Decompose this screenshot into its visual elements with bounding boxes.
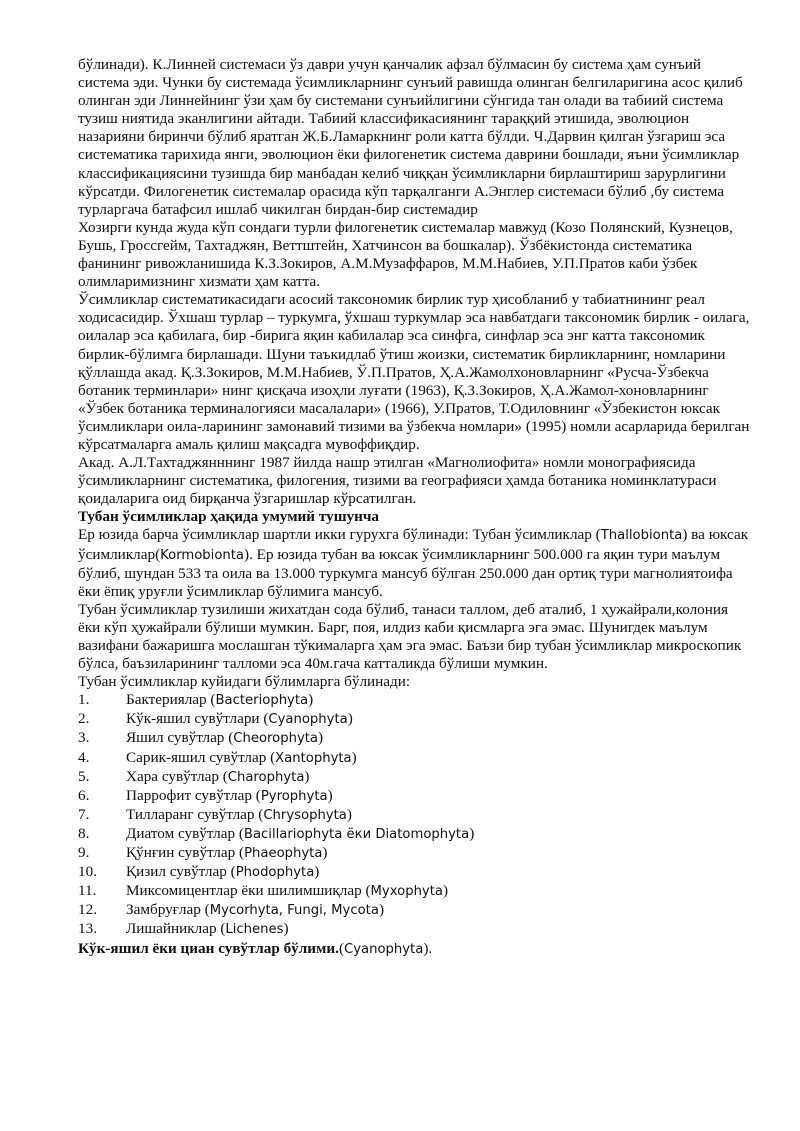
list-item-text: [126, 691, 750, 710]
list-item: [78, 710, 750, 729]
latin-term: Myxophyta: [370, 884, 443, 900]
latin-term: Phodophyta: [235, 865, 315, 881]
text-segment: ): [378, 901, 384, 919]
latin-term: Kormobionta: [160, 547, 245, 563]
list-item-text: [126, 901, 750, 920]
division-name: Сарик-яшил сувўтлар (: [126, 748, 276, 766]
latin-term: Bacteriophyta: [215, 693, 309, 709]
list-item-text: [126, 844, 750, 863]
text-segment: (: [338, 939, 344, 957]
list-item: [78, 749, 750, 768]
list-item: [78, 806, 750, 825]
division-name: Хара сувўтлар (: [126, 767, 228, 785]
list-item: [78, 901, 750, 920]
division-name: Тиллаpанг сувўтлар (: [126, 805, 264, 823]
division-name: Паррофит сувўтлар (: [126, 786, 261, 804]
latin-term: Lichenes: [225, 922, 284, 938]
text-segment: ): [322, 844, 328, 862]
latin-term: Charophyta: [227, 769, 305, 785]
list-item: [78, 882, 750, 901]
list-item: [78, 844, 750, 863]
paragraph-linnaeus: бўлинади). К.Линней системаси ўз даври учун қанчалик афзал бўлмасин бу система ҳам сунъий система эди. Чунки бу системада ўсимликларнинг сунъий равишда олинган белгиларигина асос қилиб олинган эди Линнейнинг ўзи ҳам бу системани сунъийлигини сўнгида тан олади ва табиий система тузиш ниятида эканлигини айтади. Табиий классификасиянинг тараққий этишида, эволюцион назарияни биринчи бўлиб яратган Ж.Б.Ламаркнинг роли катта бўлди. Ч.Дарвин қилган ўзгариш эса систематика тарихида янги, эволюцион ёки филогенетик система даврини бошлади, яъни ўсимликлар классификациясини тузишда бир манбадан келиб чиққан ўсимликларни бирлаштириш зарурлигини кўрсатди. Филогенетик системалар орасида кўп тарқалганги А.Энглер системаси бўлиб ,бу система турларгача батафсил ишлаб чикилган бирдан-бир системадир: [78, 56, 743, 218]
text-segment: ): [346, 805, 352, 823]
text-segment: ): [351, 748, 357, 766]
list-item: [78, 768, 750, 787]
text-segment: ). Ер юзида тубан ва юксак ўсимликларнинг 500.000 га яқин тури маълум бўлиб, шундан 533 та оила ва 13.000 туркумга мансуб бўлган 250.000 дан ортиқ тури магнолиятоифа ёки ёпиқ уруғли ўсимликлар бўлимига мансуб.: [78, 545, 733, 600]
list-item: [78, 729, 750, 748]
latin-term: Thallobionta: [600, 528, 683, 544]
text-segment: ) ва юксак ўсимликлар(: [78, 526, 749, 563]
text-segment: ): [442, 882, 449, 900]
paragraph-phylogenetic-systems: Хозирги кунда жуда кўп сондаги турли филогенетик системалар мавжуд (Козо Полянский, Кузнецов, Бушь, Гроссгейм, Тахтаджян, Веттштейн, Хатчинсон ва бошкалар). Ўзбёкистонда систематика фанининг ривожланишида К.З.Зокиров, А.М.Музаффаров, М.М.Набиев, У.П.Пратов каби ўзбек олимларимизнинг хизмати ҳам катта.: [78, 218, 733, 291]
division-name: Диатом сувўтлар (: [126, 824, 244, 842]
list-item-number: 1.: [78, 691, 90, 709]
list-item-text: [126, 825, 750, 844]
list-item-number: 5.: [78, 767, 90, 785]
division-name: Яшил сувўтлар (: [126, 729, 234, 747]
list-item-number: 9.: [78, 844, 90, 862]
division-name: Миксомицентлар ёки шилимшиқлар (: [126, 882, 371, 900]
list-item-number: 4.: [78, 748, 90, 766]
latin-term: Phaeophyta: [244, 846, 323, 862]
list-item-number: 10.: [78, 863, 97, 881]
list-item: [78, 691, 750, 710]
latin-term: Cyanophyta: [268, 712, 348, 728]
paragraph-takhtajan: Акад. А.Л.Тахтаджянннинг 1987 йилда нашр этилган «Магнолиофита» номли монографиясида ўсимликларнинг систематика, филогения, тизими ва географияси ҳамда ботаника номинклатураси қоидаларига оид бирқанча ўзгаришлар кўрсатилган.: [78, 454, 717, 508]
list-item: [78, 825, 750, 844]
list-intro: Тубан ўсимликлар куйидаги бўлимларга бўлинади:: [78, 673, 411, 691]
text-segment: ): [469, 824, 475, 842]
document-page: [78, 56, 750, 959]
division-name: Қизил сувўтлар (: [126, 863, 236, 881]
text-segment: ): [318, 729, 324, 747]
latin-term: Cheorophyta: [233, 731, 318, 747]
text-segment: ).: [423, 939, 433, 957]
text-segment: Ер юзида барча ўсимликлар шартли икки гурухга бўлинади: Тубан ўсимликлар (: [78, 526, 601, 544]
list-item-number: 11.: [78, 882, 97, 900]
latin-term: Cyanophyta: [344, 941, 424, 957]
text-segment: ): [327, 786, 333, 804]
closing-bold-title: Кўк-яшил ёки циан сувўтлар бўлими.: [78, 939, 339, 957]
list-item-number: 7.: [78, 805, 90, 823]
text-segment: ): [347, 710, 353, 728]
list-item-text: [126, 729, 750, 748]
latin-term: Xantophyta: [275, 750, 352, 766]
division-name: Замбруғлар (: [126, 901, 210, 919]
list-item-text: [126, 710, 750, 729]
text-segment: ): [308, 691, 314, 709]
list-item-text: [126, 806, 750, 825]
list-item-number: 13.: [78, 920, 97, 938]
latin-term: Chrysophyta: [263, 807, 347, 823]
list-item-number: 12.: [78, 901, 97, 919]
list-item-text: [126, 787, 750, 806]
division-name: Кўк-яшил сувўтлари (: [126, 710, 269, 728]
list-item-number: 3.: [78, 729, 90, 747]
list-item-number: 2.: [78, 710, 90, 728]
list-item-text: [126, 749, 750, 768]
list-item-number: 6.: [78, 786, 90, 804]
list-item-number: 8.: [78, 824, 90, 842]
division-name: Бактериялар (: [126, 691, 216, 709]
closing-line: [78, 940, 750, 959]
latin-term: Pyrophyta: [260, 788, 328, 804]
text-segment: ): [314, 863, 320, 881]
division-name: Лишайниклар (: [126, 920, 226, 938]
list-item-text: [126, 863, 750, 882]
divisions-list: [78, 691, 750, 939]
division-name: Қўнғин сувўтлар (: [126, 844, 245, 862]
text-segment: ): [304, 767, 310, 785]
list-item: [78, 863, 750, 882]
latin-term: Mycorhyta, Fungi, Mycota: [209, 903, 379, 919]
list-item-text: [126, 768, 750, 787]
list-item-text: [126, 920, 750, 939]
list-item: [78, 920, 750, 939]
paragraph-plant-groups: [78, 526, 750, 600]
list-item-text: [126, 882, 750, 901]
paragraph-lower-plants-structure: Тубан ўсимликлар тузилиши жихатдан сода бўлиб, танаси таллом, деб аталиб, 1 ҳужайрали,колония ёки кўп ҳужайрали бўлиши мумкин. Барг, поя, илдиз каби қисмларга эга эмас. Шунигдек маълум вазифани бажаришга мослашган тўкималарга ҳам эга эмас. Баъзи бир тубан ўсимликлар микроскопик бўлса, баъзиларининг талломи эса 40м.гача катталикда бўлиши мумкин.: [78, 600, 742, 673]
latin-term: Bacillariophyta ёки Diatomophyta: [243, 826, 470, 842]
text-segment: ): [283, 920, 289, 938]
section-heading: Тубан ўсимликлар ҳақида умумий тушунча: [78, 508, 380, 526]
list-item: [78, 787, 750, 806]
paragraph-taxonomic-units: Ўсимликлар систематикасидаги асосий таксономик бирлик тур ҳисобланиб у табиатнининг реал ходисасидир. Ўхшаш турлар – туркумга, ўхшаш туркумлар эса навбатдаги таксономик бирлик - оилага, оилалар эса қабилага, бир -бирига яқин кабилалар эса синфга, синфлар эса энг катта таксономик бирлик-бўлимга бирлашади. Шуни таъкидлаб ўтиш жоизки, систематик бирликларнинг, номларини қўллашда акад. Қ.З.Зокиров, М.М.Набиев, Ў.П.Пратов, Ҳ.А.Жамолхоновларнинг «Русча-Ўзбекча ботаник терминлари» нинг қисқача изоҳли луғати (1963), Қ.З.Зокиров, Ҳ.А.Жамол-хоновларнинг «Ўзбек ботаника терминалогияси масалалари» (1966), У.Пратов, Т.Одиловнинг «Ўзбекистон юксак ўсимликлари оила-ларининг замонавий тизими ва ўзбекча номлари» (1995) номли асарларида берилган кўрсатмаларга амаль қилиш мақсадга мувоффиқдир.: [78, 291, 750, 453]
